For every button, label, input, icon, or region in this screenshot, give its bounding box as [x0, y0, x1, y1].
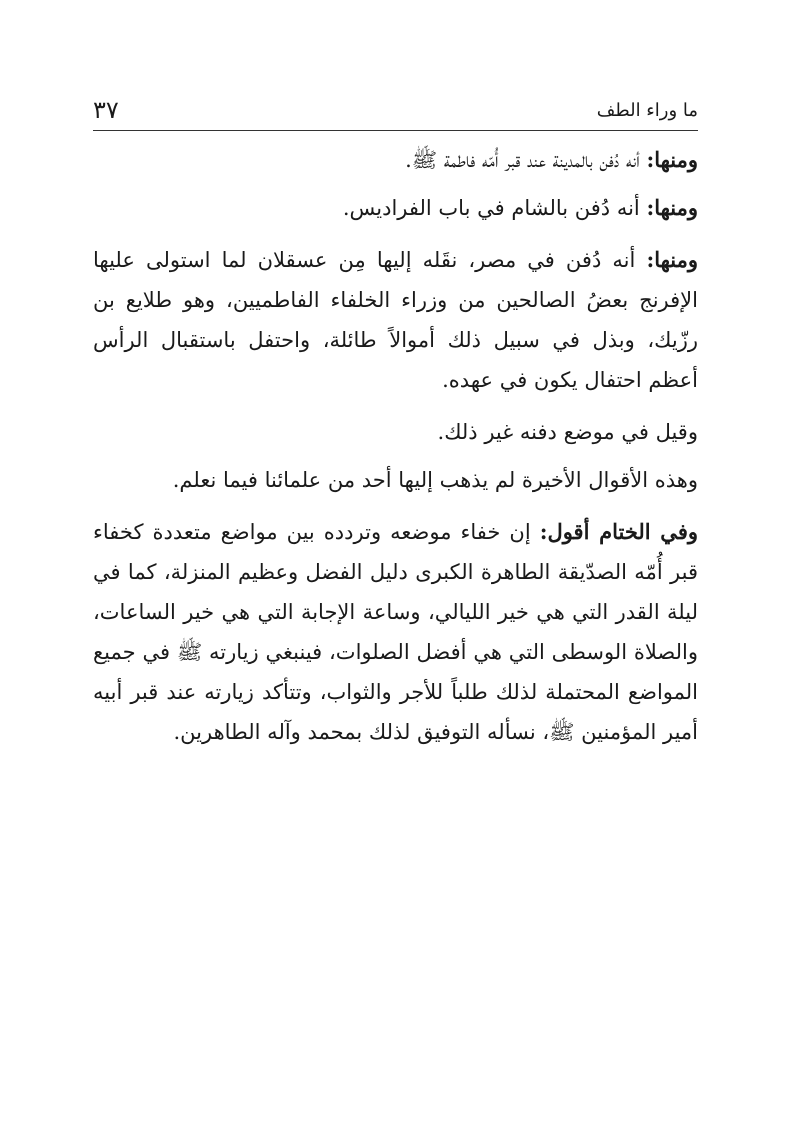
- page-number: ٣٧: [93, 96, 119, 124]
- page-header: [93, 94, 698, 131]
- paragraph-lead: ومنها:: [646, 195, 698, 220]
- paragraph: [93, 188, 698, 228]
- paragraph-lead: ومنها:: [646, 147, 698, 172]
- running-title: ما وراء الطف: [596, 100, 698, 121]
- paragraph-text: أنه دُفن في مصر، نقَله إليها مِن عسقلان لما استولى عليها الإفرنج بعضُ الصالحين من وزراء الخلفاء الفاطميين، وهو طلايع بن رزّيك، وبذل في سبيل ذلك أموالاً طائلة، واحتفل باستقبال الرأس أعظم احتفال يكون في عهده.: [93, 248, 698, 392]
- paragraph-text: أنه دُفن بالشام في باب الفراديس.: [342, 196, 647, 220]
- paragraph-text: إن خفاء موضعه وتردده بين مواضع متعددة كخفاء قبر أُمّه الصدّيقة الطاهرة الكبرى دليل الفضل وعظيم المنزلة، كما في ليلة القدر التي هي خير الليالي، وساعة الإجابة التي هي خير الساعات، والصلاة الوسطى التي هي أفضل الصلوات، فينبغي زيارته ﷺ في جميع المواضع المحتملة لذلك طلباً للأجر والثواب، وتتأكد زيارته عند قبر أبيه أمير المؤمنين ﷺ، نسأله التوفيق لذلك بمحمد وآله الطاهرين.: [93, 520, 698, 744]
- paragraph-lead: ومنها:: [646, 247, 698, 272]
- page-body: [93, 140, 698, 752]
- paragraph-text: أنه دُفن بالمدينة عند قبر أُمّه فاطمة ﷺ.: [405, 148, 647, 172]
- paragraph: [93, 140, 698, 180]
- paragraph-lead: وفي الختام أقول:: [539, 519, 698, 544]
- paragraph-text: وقيل في موضع دفنه غير ذلك.: [437, 420, 698, 444]
- paragraph: [93, 412, 698, 452]
- paragraph: [93, 512, 698, 752]
- paragraph-text: وهذه الأقوال الأخيرة لم يذهب إليها أحد من علمائنا فيما نعلم.: [172, 468, 698, 492]
- paragraph: [93, 460, 698, 500]
- paragraph: [93, 240, 698, 400]
